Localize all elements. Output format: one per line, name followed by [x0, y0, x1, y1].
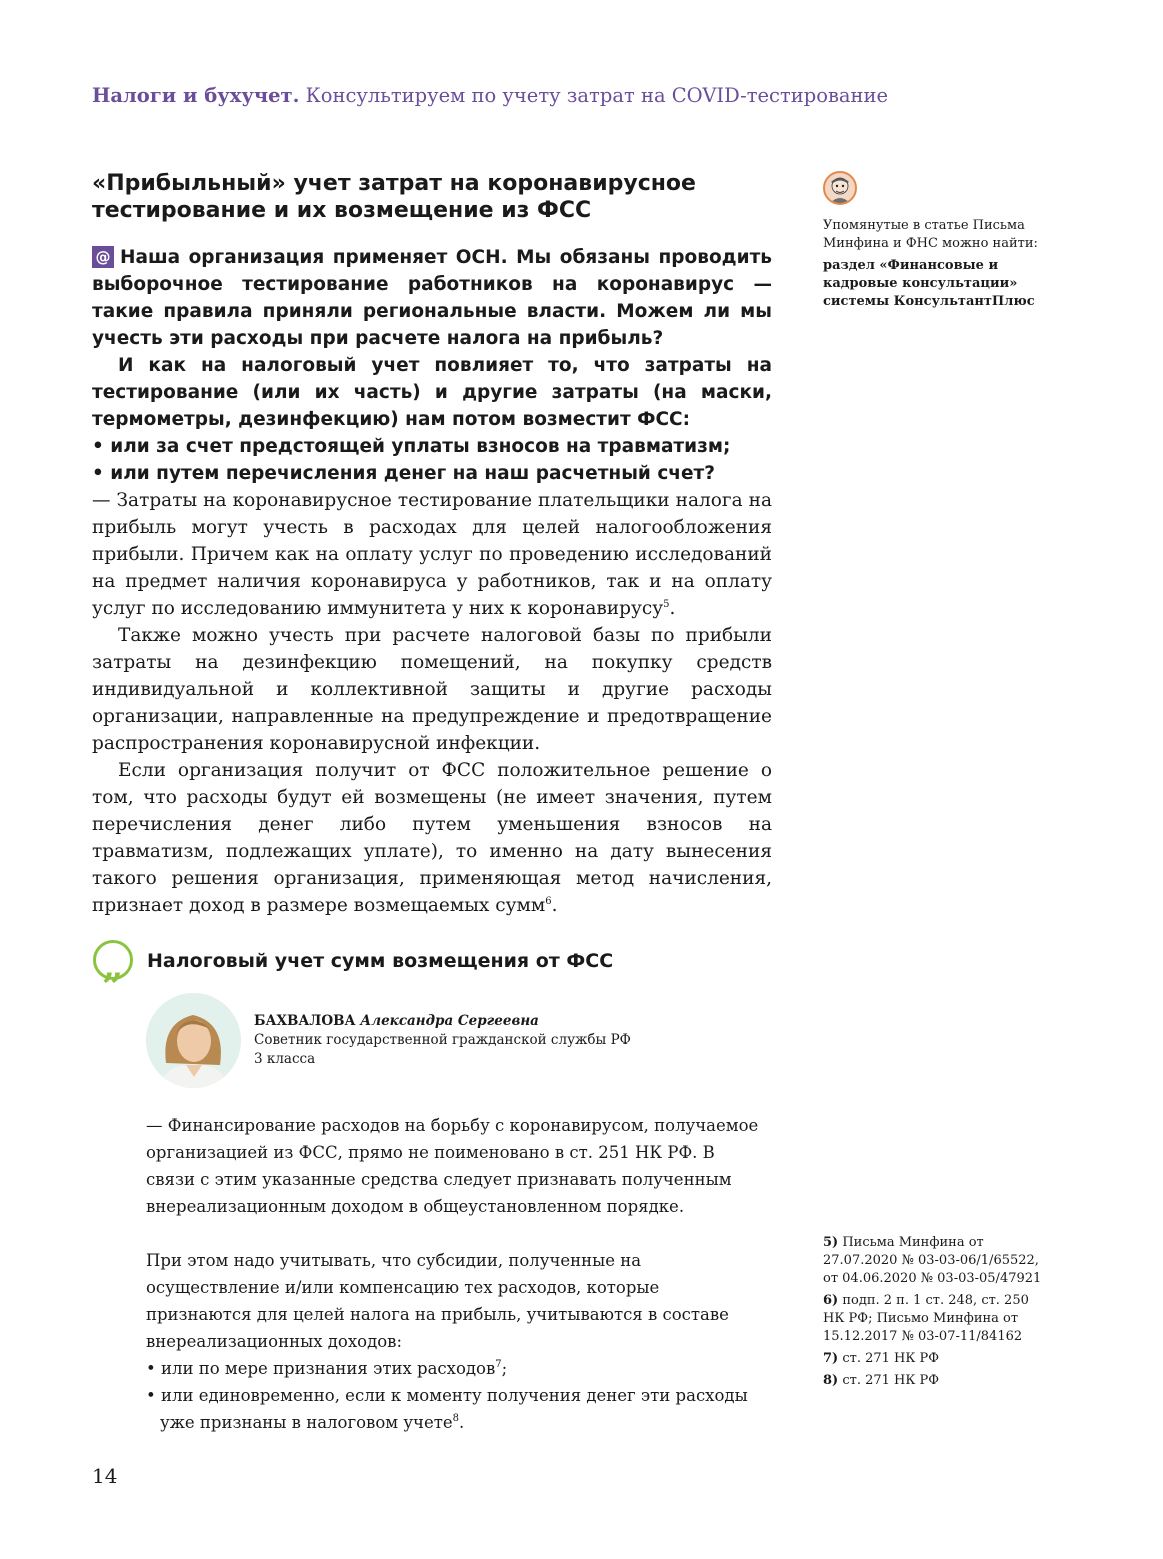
footnote-ref-5[interactable]: 5: [663, 599, 670, 610]
expert-text-p2: При этом надо учитывать, что субсидии, полученные на осуществление и/или компенсацию тех расходов, которые признаются для целей налога на прибыль, учитываются в составе внереализационных доходов:: [146, 1251, 729, 1351]
answer-p3: Если организация получит от ФСС положительное решение о том, что расходы будут ей возмещены (не имеет значения, путем перечисления денег либо путем уменьшения взносов на травматизм, подлежащих уплате), то именно на дату вынесения такого решения организация, применяющая метод начисления, признает доход в размере возмещаемых сумм$^6$.: [92, 760, 772, 916]
expert-heading: Налоговый учет сумм возмещения от ФСС: [147, 950, 614, 972]
footnote-ref-7[interactable]: 7: [495, 1359, 502, 1370]
expert-photo: [146, 993, 241, 1088]
sidebar-note: [823, 217, 1053, 311]
answer: [92, 487, 772, 919]
expert-text-p1: — Финансирование расходов на борьбу с коронавирусом, получаемое организацией из ФСС, прямо не поименовано в ст. 251 НК РФ. В связи с этим указанные средства следует признавать полученным внереализационным доходом в общеустановленном порядке.: [146, 1116, 759, 1216]
question: [92, 244, 772, 487]
page-number: 14: [92, 1464, 118, 1488]
avatar-icon: [823, 171, 857, 205]
footnote-8: 8) ст. 271 НК РФ: [823, 1373, 940, 1388]
expert-info: [254, 1012, 631, 1069]
expert-name: [254, 1012, 631, 1031]
question-bullet-1: • или за счет предстоящей уплаты взносов на травматизм;: [92, 436, 731, 457]
expert-bullet-2: • или единовременно, если к моменту получения денег эти расходы уже признаны в налоговом учете$^8$.: [146, 1386, 748, 1432]
expert-position: Советник государственной гражданской службы РФ: [254, 1032, 631, 1048]
article-title-line1: «Прибыльный» учет затрат на коронавирусное: [92, 171, 696, 196]
expert-given-names: Александра Сергеевна: [360, 1013, 539, 1029]
footnote-7: 7) ст. 271 НК РФ: [823, 1351, 940, 1366]
at-icon: @: [92, 246, 114, 268]
footnote-6: 6) подп. 2 п. 1 ст. 248, ст. 250 НК РФ; Письмо Минфина от 15.12.2017 № 03-07-11/84162: [823, 1293, 1029, 1344]
header-subtitle: Консультируем по учету затрат на COVID-тестирование: [305, 84, 889, 107]
footnote-ref-8[interactable]: 8: [452, 1413, 459, 1424]
footnote-ref-6[interactable]: 6: [545, 896, 552, 907]
header-section: Налоги и бухучет.: [92, 84, 300, 107]
expert-rank: 3 класса: [254, 1051, 316, 1067]
sidebar-note-bold: раздел «Финансовые и кадровые консультации» системы КонсультантПлюс: [823, 258, 1035, 309]
question-p1: Наша организация применяет ОСН. Мы обязаны проводить выборочное тестирование работников на коронавирус — такие правила приняли региональные власти. Можем ли мы учесть эти расходы при расчете налога на прибыль?: [92, 247, 772, 349]
quote-icon: „: [93, 940, 133, 980]
article-title-line2: тестирование и их возмещение из ФСС: [92, 198, 592, 223]
answer-p2: Также можно учесть при расчете налоговой базы по прибыли затраты на дезинфекцию помещений, на покупку средств индивидуальной и коллективной защиты и другие расходы организации, направленные на предупреждение и предотвращение распространения коронавирусной инфекции.: [92, 625, 772, 754]
article-title: [92, 170, 772, 224]
expert-surname: БАХВАЛОВА: [254, 1013, 356, 1029]
answer-p1: — Затраты на коронавирусное тестирование плательщики налога на прибыль могут учесть в расходах для целей налогообложения прибыли. Причем как на оплату услуг по проведению исследований на предмет наличия коронавируса у работников, так и на оплату услуг по исследованию иммунитета у них к коронавирусу$^5$.: [92, 490, 772, 619]
question-bullet-2: • или путем перечисления денег на наш расчетный счет?: [92, 463, 715, 484]
expert-text: [146, 1112, 768, 1436]
expert-bullet-1: • или по мере признания этих расходов$^7$;: [146, 1359, 508, 1378]
question-p2: И как на налоговый учет повлияет то, что затраты на тестирование (или их часть) и другие затраты (на маски, термометры, дезинфекцию) нам потом возместит ФСС:: [92, 355, 772, 430]
footnote-5: 5) Письма Минфина от 27.07.2020 № 03-03-06/1/65522, от 04.06.2020 № 03-03-05/47921: [823, 1235, 1042, 1286]
sidebar-note-text: Упомянутые в статье Письма Минфина и ФНС можно найти:: [823, 218, 1038, 251]
article: [92, 170, 772, 919]
footnotes: [823, 1234, 1053, 1394]
running-header: [92, 84, 888, 107]
